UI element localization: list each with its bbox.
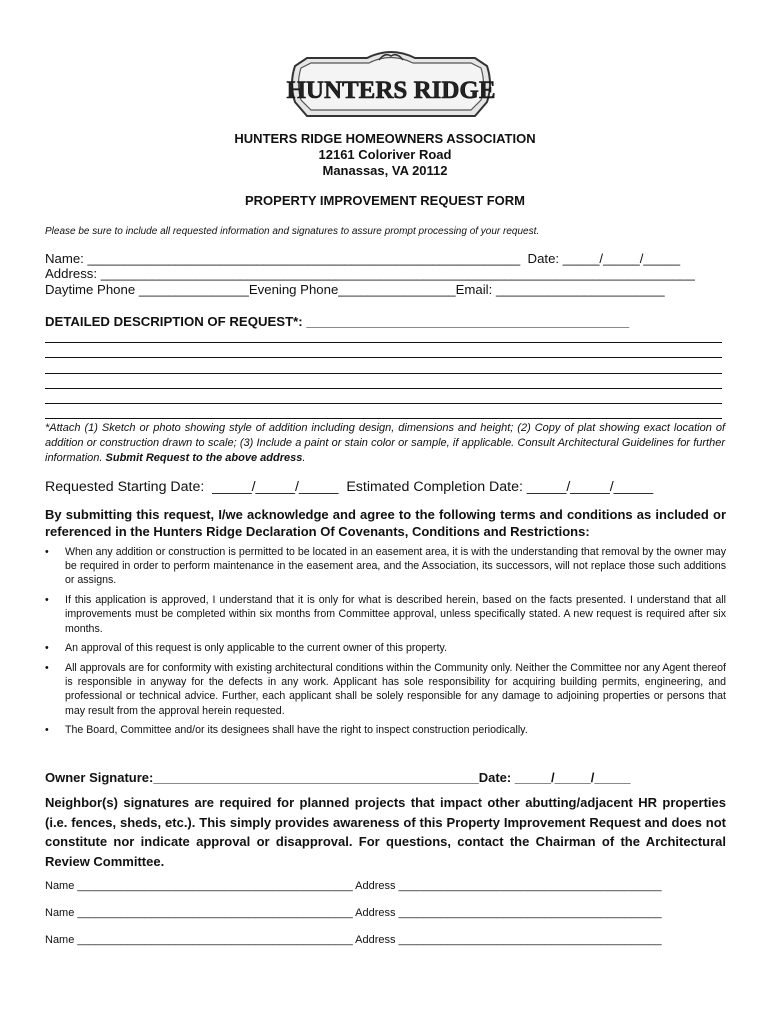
description-line[interactable] [45, 418, 722, 419]
list-item: • All approvals are for conformity with existing architectural conditions within the Community only. Neither the Committee nor any Agent thereof is responsible in anyway for the defects in any work. Applicant has sole responsibility for acquiring building permits, engineering, and professional or technical advice. Further, each applicant shall be solely responsible for any damage to adjoining properties or persons that may result from the approval herein requested. [45, 661, 726, 717]
address-field[interactable]: Address: _________________________________________________________________________________ [45, 266, 695, 281]
description-heading: DETAILED DESCRIPTION OF REQUEST*: ____________________________________________ [45, 314, 630, 329]
neighbor-name-address-field[interactable]: Name _____________________________________________ Address ___________________________________________ [45, 907, 662, 919]
bullet-icon: • [45, 642, 49, 655]
description-line[interactable] [45, 403, 722, 404]
logo-sign-icon [285, 46, 497, 122]
name-date-field[interactable]: Name: ___________________________________________________________ Date: _____/_____/_____ [45, 251, 681, 266]
neighbor-name-address-field[interactable]: Name _____________________________________________ Address ___________________________________________ [45, 880, 662, 892]
bullet-icon: • [45, 661, 49, 674]
list-item: • An approval of this request is only applicable to the current owner of this property. [45, 642, 447, 655]
list-item: • If this application is approved, I understand that it is only for what is described herein, based on the facts presented. I understand that all improvements must be completed within six months from Committee approval, unless specifically stated. A new request is required after six months. [45, 594, 726, 635]
svg-text:HUNTERS RIDGE: HUNTERS RIDGE [286, 77, 496, 104]
phone-email-field[interactable]: Daytime Phone _______________Evening Phone________________Email: _______________________ [45, 282, 665, 297]
owner-signature-field[interactable]: Owner Signature:_____________________________________________Date: _____/_____/_____ [45, 770, 631, 785]
form-title: PROPERTY IMPROVEMENT REQUEST FORM [244, 193, 525, 208]
bullet-icon: • [45, 594, 49, 607]
list-item: • The Board, Committee and/or its designees shall have the right to inspect construction periodically. [45, 724, 528, 737]
association-name: HUNTERS RIDGE HOMEOWNERS ASSOCIATION [234, 131, 536, 146]
association-city: Manassas, VA 20112 [322, 163, 448, 178]
bullet-icon: • [45, 724, 49, 737]
bullet-icon: • [45, 546, 49, 558]
neighbor-signature-note: Neighbor(s) signatures are required for planned projects that impact other abutting/adjacent HR properties (i.e. fences, sheds, etc.). This simply provides awareness of this Property Improvement Request and does not constitute nor indicate approval or disapproval. For questions, contact the Chairman of the Architectural Review Committee. [45, 795, 726, 869]
neighbor-name-address-field[interactable]: Name _____________________________________________ Address ___________________________________________ [45, 934, 662, 946]
list-item: • When any addition or construction is permitted to be located in an easement area, it is with the understanding that removal by the owner may be required in order to perform maintenance in the easement area, and the Association, its successors, will not replace those such additions or assigns. [45, 546, 726, 587]
description-line[interactable] [45, 373, 722, 374]
terms-list [45, 545, 726, 743]
attachment-instructions: *Attach (1) Sketch or photo showing style of addition including design, dimensions and height; (2) Copy of plat showing exact location of addition or construction drawn to scale; (3) Include a paint or stain color or sample, if applicable. Consult Architectural Guidelines for further information. Submit Request to the above address. [45, 422, 725, 464]
acknowledgement-text: By submitting this request, I/we acknowledge and agree to the following terms and conditions as included or referenced in the Hunters Ridge Declaration Of Covenants, Conditions and Restrictions: [45, 507, 726, 539]
hunters-ridge-logo [285, 46, 497, 122]
description-line[interactable] [45, 342, 722, 343]
description-line[interactable] [45, 357, 722, 358]
start-completion-dates-field[interactable]: Requested Starting Date: _____/_____/_____ Estimated Completion Date: _____/_____/_____ [45, 479, 654, 495]
description-line[interactable] [45, 388, 722, 389]
association-street: 12161 Coloriver Road [318, 147, 452, 162]
submit-instruction: Submit Request to the above address [105, 452, 303, 464]
intro-note: Please be sure to include all requested information and signatures to assure prompt processing of your request. [45, 226, 540, 237]
